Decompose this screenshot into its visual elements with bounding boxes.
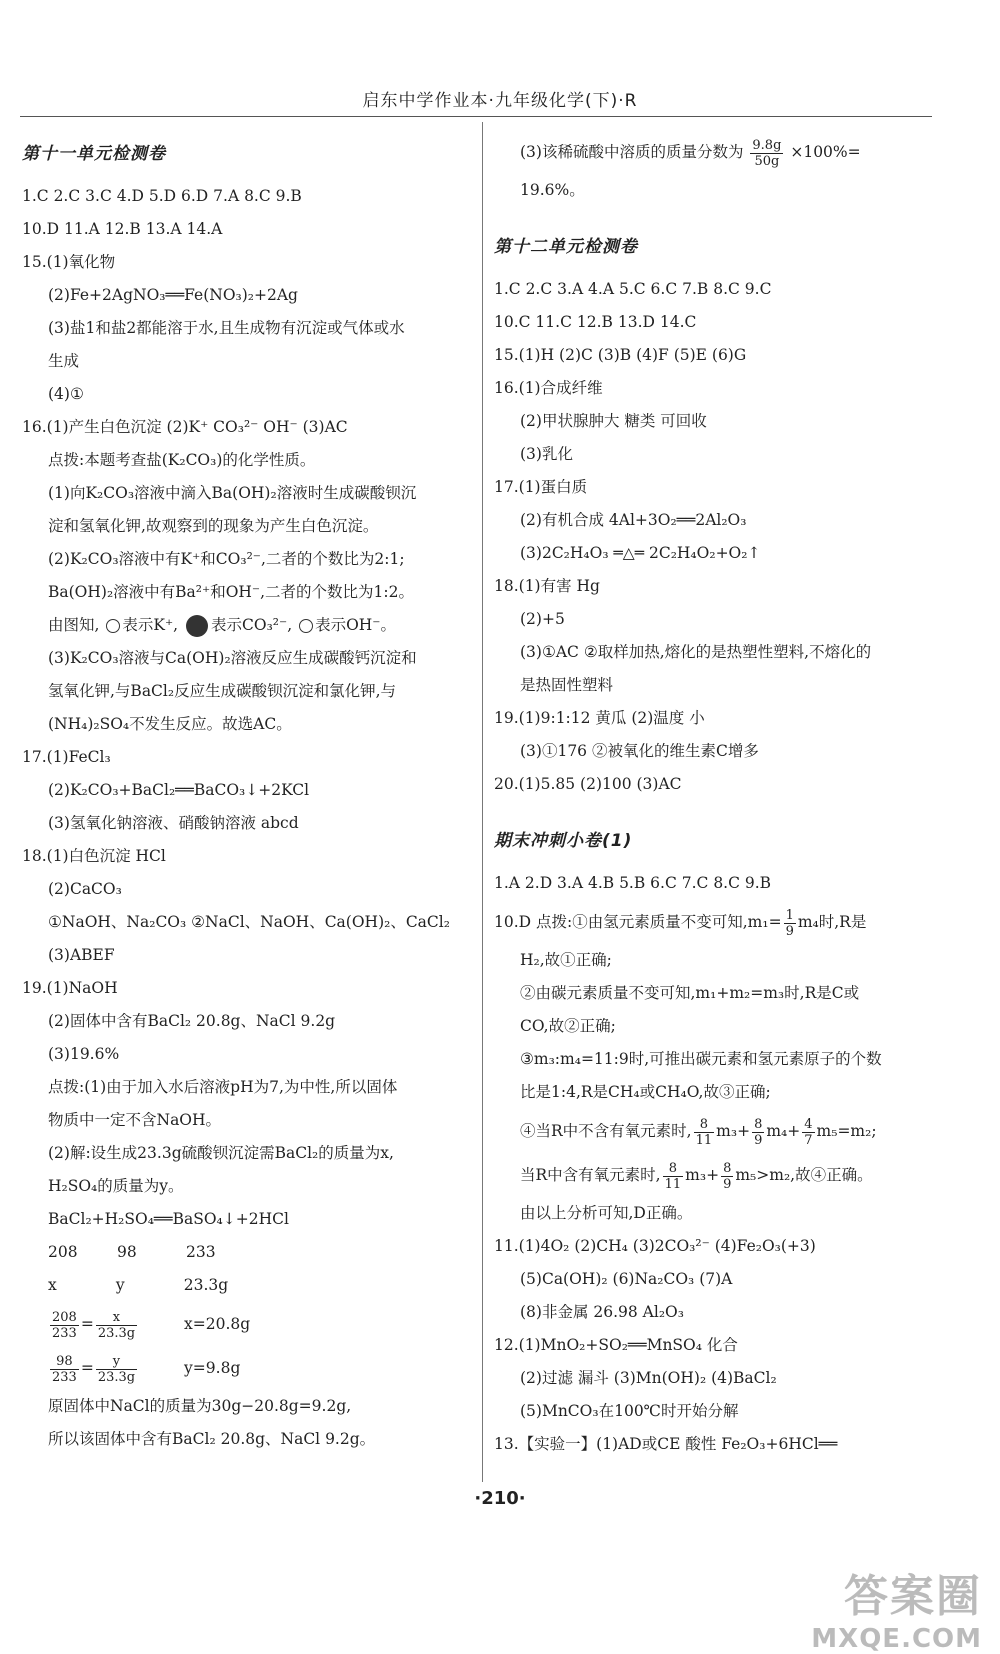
answer-line: 点拨:本题考查盐(K₂CO₃)的化学性质。: [48, 451, 316, 469]
answer-line: 10.D 11.A 12.B 13.A 14.A: [22, 220, 223, 238]
answer-line: 19.(1)9:1:12 黄瓜 (2)温度 小: [494, 709, 705, 727]
legend-co3: 表示CO₃²⁻,: [211, 616, 293, 634]
answer-line: 13.【实验一】(1)AD或CE 酸性 Fe₂O₃+6HCl══: [494, 1435, 838, 1453]
answer-line: (3)①AC ②取样加热,熔化的是热塑性塑料,不熔化的: [520, 643, 872, 661]
answer-line: 1.C 2.C 3.C 4.D 5.D 6.D 7.A 8.C 9.B: [22, 187, 302, 205]
answer-line: 1.A 2.D 3.A 4.B 5.B 6.C 7.C 8.C 9.B: [494, 874, 772, 892]
answer-line: 11.(1)4O₂ (2)CH₄ (3)2CO₃²⁻ (4)Fe₂O₃(+3): [494, 1237, 816, 1255]
answer-line: 由以上分析可知,D正确。: [520, 1204, 693, 1222]
q10-line: 10.D 点拨:①由氢元素质量不变可知,m₁= $\frac{1}{9}$ m₄时,R是: [494, 907, 867, 939]
answer-line: 17.(1)FeCl₃: [22, 748, 111, 766]
fraction: $\frac{4}{7}$: [804, 1116, 813, 1148]
answer-line: 物质中一定不含NaOH。: [48, 1111, 222, 1129]
large-filled-circle-icon: [186, 615, 208, 637]
answer-line: (2)K₂CO₃+BaCl₂══BaCO₃↓+2KCl: [48, 781, 310, 799]
header-rule: [20, 116, 932, 117]
answer-line: (4)①: [48, 385, 84, 403]
answer-line: 12.(1)MnO₂+SO₂══MnSO₄ 化合: [494, 1336, 738, 1354]
answer-line: 16.(1)合成纤维: [494, 379, 603, 397]
r3-prefix: (3)该稀硫酸中溶质的质量分数为: [520, 143, 744, 161]
section-title-unit-12: 第十二单元检测卷: [494, 237, 638, 257]
answer-line: ②由碳元素质量不变可知,m₁+m₂=m₃时,R是C或: [520, 984, 860, 1002]
section-title-unit-11: 第十一单元检测卷: [22, 144, 166, 164]
right-column: [494, 130, 934, 1461]
answer-line: (3)2C₂H₄O₃ ═△═ 2C₂H₄O₂+O₂↑: [520, 544, 761, 562]
answer-line: 是热固性塑料: [520, 676, 614, 694]
answer-line: 18.(1)白色沉淀 HCl: [22, 847, 166, 865]
answer-line: 比是1:4,R是CH₄或CH₄O,故③正确;: [520, 1083, 771, 1101]
fraction: $\frac{8}{9}$: [723, 1160, 732, 1192]
fraction: $\frac{208}{233}$: [52, 1309, 77, 1341]
answer-line: 点拨:(1)由于加入水后溶液pH为7,为中性,所以固体: [48, 1078, 398, 1096]
answer-line: 18.(1)有害 Hg: [494, 577, 600, 595]
column-divider: [482, 122, 483, 1482]
equation-unknowns: x y 23.3g: [48, 1276, 229, 1294]
equation-line: BaCl₂+H₂SO₄══BaSO₄↓+2HCl: [48, 1210, 289, 1228]
ion-legend: [22, 609, 472, 642]
answer-line: (5)MnCO₃在100℃时开始分解: [520, 1402, 739, 1420]
fraction: $\frac{1}{9}$: [785, 907, 794, 939]
proportion-y: $\frac{98}{233}$ = $\frac{y}{23.3g}$ y=9.8g: [52, 1353, 241, 1385]
answer-line: (3)K₂CO₃溶液与Ca(OH)₂溶液反应生成碳酸钙沉淀和: [48, 649, 417, 667]
fraction: $\frac{x}{23.3g}$: [97, 1309, 136, 1341]
answer-line: H₂SO₄的质量为y。: [48, 1177, 184, 1195]
answer-line: 氢氧化钾,与BaCl₂反应生成碳酸钡沉淀和氯化钾,与: [48, 682, 397, 700]
watermark-logo: 答案圈 MXQE.COM: [811, 1571, 982, 1654]
answer-line: ③m₃:m₄=11:9时,可推出碳元素和氢元素原子的个数: [520, 1050, 882, 1068]
r3-suffix: ×100%=: [790, 143, 861, 161]
answer-line: (3)乳化: [520, 445, 573, 463]
fraction: $\frac{98}{233}$: [52, 1353, 77, 1385]
answer-line: 淀和氢氧化钾,故观察到的现象为产生白色沉淀。: [48, 517, 379, 535]
answer-line: 19.(1)NaOH: [22, 979, 118, 997]
answer-line: (3)ABEF: [48, 946, 115, 964]
answer-line: (3)氢氧化钠溶液、硝酸钠溶液 abcd: [48, 814, 299, 832]
answer-line: (2)K₂CO₃溶液中有K⁺和CO₃²⁻,二者的个数比为2:1;: [48, 550, 405, 568]
q10-case4b: 当R中含有氧元素时, $\frac{8}{11}$ m₃+ $\frac{8}{9}$ m₅>m₂,故④正确。: [520, 1160, 873, 1192]
fraction: $\frac{8}{9}$: [754, 1116, 763, 1148]
q10-case4: ④当R中不含有氧元素时, $\frac{8}{11}$ m₃+ $\frac{8}{9}$ m₄+ $\frac{4}{7}$ m₅=m₂;: [520, 1116, 877, 1148]
answer-line: 生成: [48, 352, 80, 370]
page-header: 启东中学作业本·九年级化学(下)·R: [362, 91, 638, 111]
fraction: $\frac{8}{11}$: [664, 1160, 682, 1192]
answer-line: (2)有机合成 4Al+3O₂══2Al₂O₃: [520, 511, 747, 529]
legend-oh: 表示OH⁻。: [315, 616, 396, 634]
section-title-final-1: 期末冲刺小卷(1): [494, 831, 633, 851]
answer-line: 15.(1)氧化物: [22, 253, 116, 271]
answer-line: CO,故②正确;: [520, 1017, 616, 1035]
answer-line: (1)向K₂CO₃溶液中滴入Ba(OH)₂溶液时生成碳酸钡沉: [48, 484, 417, 502]
answer-line: 16.(1)产生白色沉淀 (2)K⁺ CO₃²⁻ OH⁻ (3)AC: [22, 418, 348, 436]
answer-line: 所以该固体中含有BaCl₂ 20.8g、NaCl 9.2g。: [48, 1430, 376, 1448]
page-number: ·210·: [474, 1488, 526, 1509]
fraction: $\frac{y}{23.3g}$: [97, 1353, 136, 1385]
answer-line: (2)固体中含有BaCl₂ 20.8g、NaCl 9.2g: [48, 1012, 336, 1030]
answer-line: (NH₄)₂SO₄不发生反应。故选AC。: [48, 715, 292, 733]
answer-line: 10.C 11.C 12.B 13.D 14.C: [494, 313, 697, 331]
small-circle-icon: [106, 619, 120, 633]
answer-line: H₂,故①正确;: [520, 951, 612, 969]
answer-line: (2)过滤 漏斗 (3)Mn(OH)₂ (4)BaCl₂: [520, 1369, 777, 1387]
answer-line: (5)Ca(OH)₂ (6)Na₂CO₃ (7)A: [520, 1270, 733, 1288]
answer-line: (2)Fe+2AgNO₃══Fe(NO₃)₂+2Ag: [48, 286, 298, 304]
answer-line: (2)甲状腺肿大 糖类 可回收: [520, 412, 707, 430]
answer-line: Ba(OH)₂溶液中有Ba²⁺和OH⁻,二者的个数比为1:2。: [48, 583, 414, 601]
answer-line: (2)+5: [520, 610, 565, 628]
result-x: x=20.8g: [184, 1315, 251, 1333]
answer-line: 原固体中NaCl的质量为30g−20.8g=9.2g,: [48, 1397, 352, 1415]
answer-line: 1.C 2.C 3.A 4.A 5.C 6.C 7.B 8.C 9.C: [494, 280, 772, 298]
legend-prefix: 由图知,: [48, 616, 100, 634]
answer-line: (3)盐1和盐2都能溶于水,且生成物有沉淀或气体或水: [48, 319, 405, 337]
answer-line: (2)解:设生成23.3g硫酸钡沉淀需BaCl₂的质量为x,: [48, 1144, 394, 1162]
mass-fraction-line: [494, 130, 934, 174]
proportion-x: $\frac{208}{233}$ = $\frac{x}{23.3g}$ x=20.8g: [52, 1309, 251, 1341]
answer-line: 20.(1)5.85 (2)100 (3)AC: [494, 775, 682, 793]
result-y: y=9.8g: [184, 1359, 241, 1377]
equation-coefficients: 208 98 233: [48, 1243, 216, 1261]
small-circle-icon: [299, 619, 313, 633]
answer-line: (8)非金属 26.98 Al₂O₃: [520, 1303, 684, 1321]
answer-line: 17.(1)蛋白质: [494, 478, 588, 496]
answer-line: (2)CaCO₃: [48, 880, 122, 898]
legend-k: 表示K⁺,: [122, 616, 179, 634]
answer-line: 19.6%。: [520, 181, 585, 199]
fraction: $\frac{8}{11}$: [695, 1116, 713, 1148]
answer-line: (3)①176 ②被氧化的维生素C增多: [520, 742, 759, 760]
answer-line: 15.(1)H (2)C (3)B (4)F (5)E (6)G: [494, 346, 747, 364]
answer-line: (3)19.6%: [48, 1045, 120, 1063]
left-column: [22, 130, 472, 1456]
fraction: $\frac{9.8g}{50g}$: [752, 137, 782, 169]
answer-line: ①NaOH、Na₂CO₃ ②NaCl、NaOH、Ca(OH)₂、CaCl₂: [48, 913, 450, 931]
